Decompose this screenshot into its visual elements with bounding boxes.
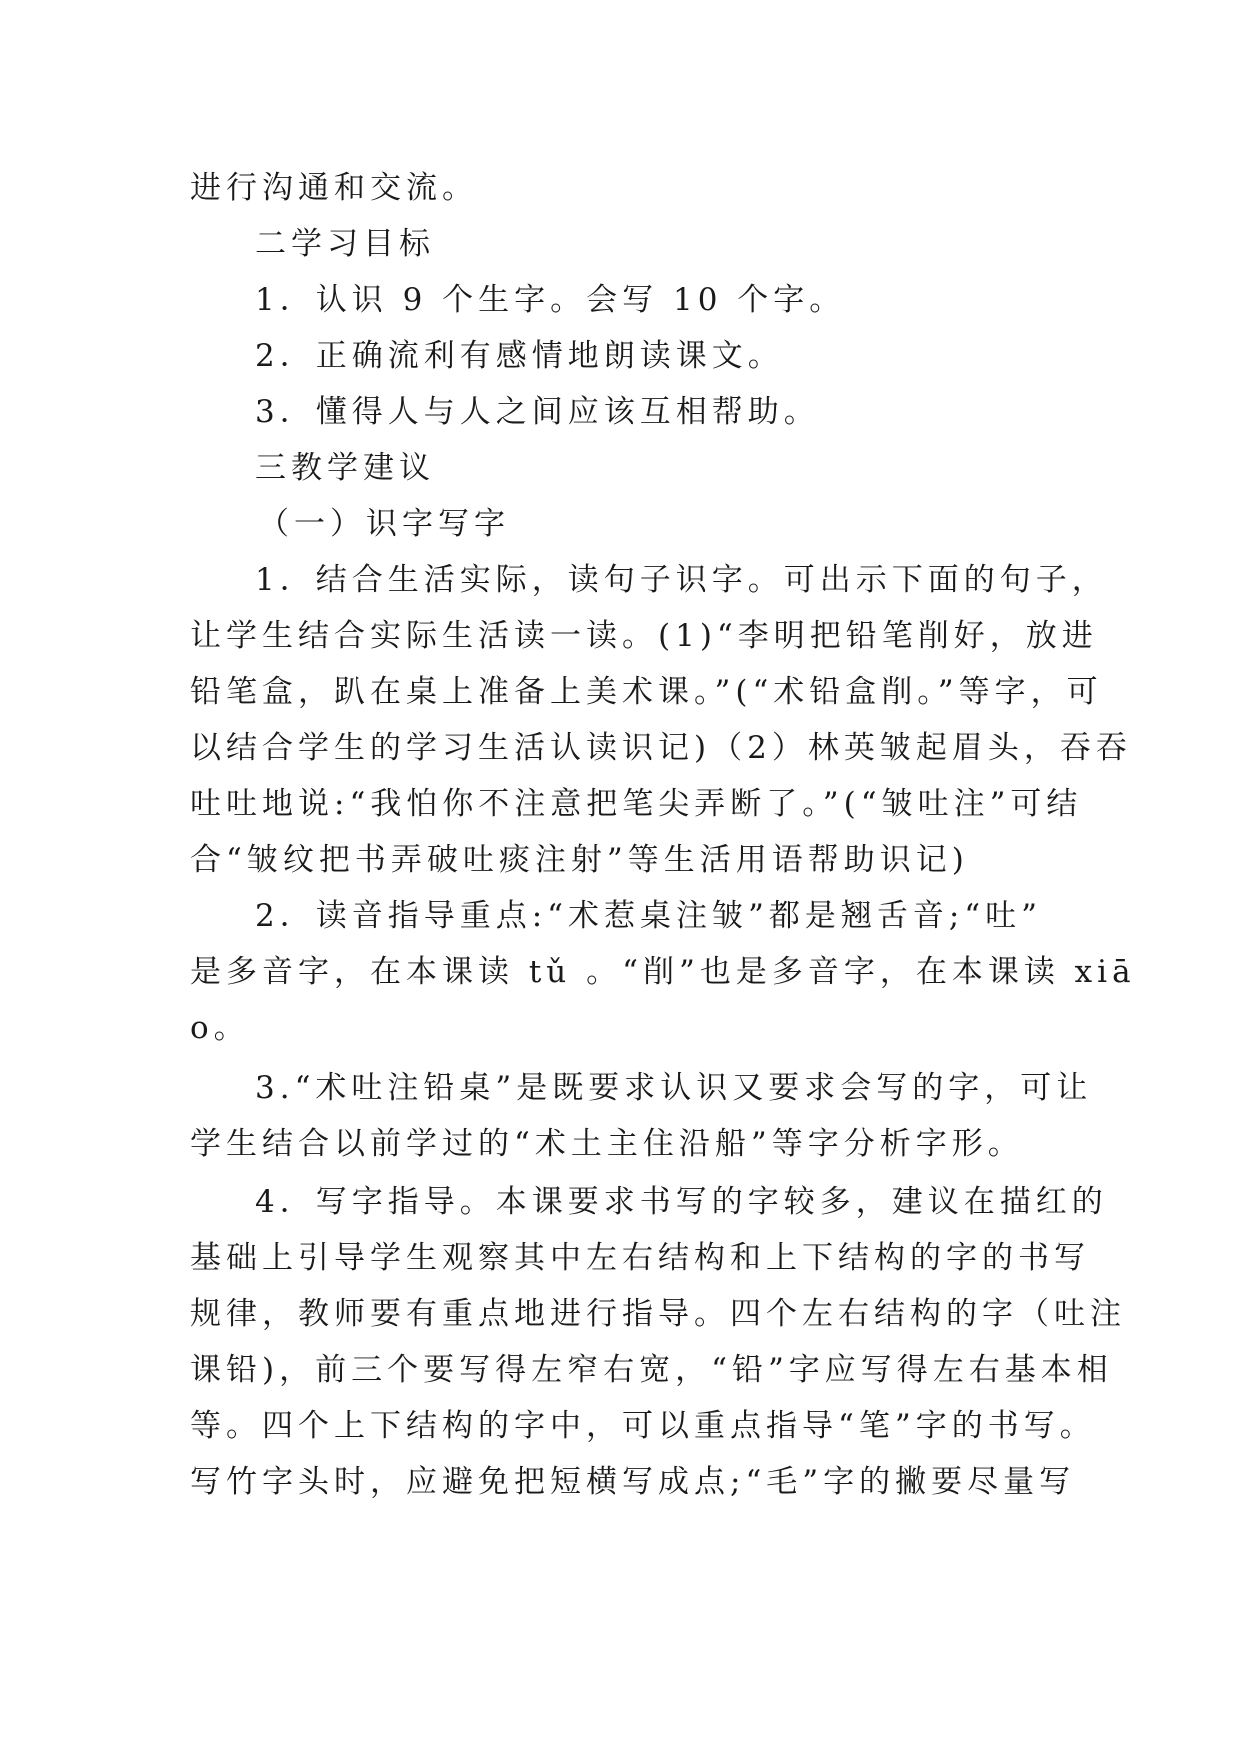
text-line: 等。四个上下结构的字中，可以重点指导“笔”字的书写。 xyxy=(190,1408,1096,1444)
text-line: 3.“术吐注铅桌”是既要求认识又要求会写的字，可让 xyxy=(255,1070,1093,1106)
section-heading-teaching-suggestions: 三教学建议 xyxy=(255,450,435,486)
goal-item: 1．认识 9 个生字。会写 10 个字。 xyxy=(255,282,846,318)
text-line: 规律，教师要有重点地进行指导。四个左右结构的字（吐注 xyxy=(190,1296,1126,1332)
text-line: 学生结合以前学过的“术土主住沿船”等字分析字形。 xyxy=(190,1126,1024,1162)
goal-item: 3．懂得人与人之间应该互相帮助。 xyxy=(255,394,820,430)
text-line: 以结合学生的学习生活认读识记)（2）林英皱起眉头，吞吞 xyxy=(190,730,1132,766)
section-heading-learning-goals: 二学习目标 xyxy=(255,226,435,262)
text-line: 课铅)，前三个要写得左窄右宽，“铅”字应写得左右基本相 xyxy=(190,1352,1113,1388)
text-line: 2．读音指导重点:“术惹桌注皱”都是翘舌音;“吐” xyxy=(255,898,1043,934)
text-line: 1．结合生活实际，读句子识字。可出示下面的句子， xyxy=(255,562,1108,598)
text-line: 进行沟通和交流。 xyxy=(190,170,478,206)
text-line: 铅笔盒，趴在桌上准备上美术课。”(“术铅盒削。”等字，可 xyxy=(190,674,1103,710)
subsection-heading: （一）识字写字 xyxy=(258,506,510,542)
text-line: 是多音字，在本课读 tǔ 。“削”也是多音字，在本课读 xiā xyxy=(190,954,1136,990)
text-line: 让学生结合实际生活读一读。(1)“李明把铅笔削好，放进 xyxy=(190,618,1098,654)
text-line: o。 xyxy=(190,1010,250,1046)
goal-item: 2．正确流利有感情地朗读课文。 xyxy=(255,338,784,374)
text-line: 吐吐地说:“我怕你不注意把笔尖弄断了。”(“皱吐注”可结 xyxy=(190,786,1083,822)
text-line: 4．写字指导。本课要求书写的字较多，建议在描红的 xyxy=(255,1184,1108,1220)
text-line: 基础上引导学生观察其中左右结构和上下结构的字的书写 xyxy=(190,1240,1090,1276)
text-line: 合“皱纹把书弄破吐痰注射”等生活用语帮助识记) xyxy=(190,842,969,878)
text-line: 写竹字头时，应避免把短横写成点;“毛”字的撇要尽量写 xyxy=(190,1464,1076,1500)
